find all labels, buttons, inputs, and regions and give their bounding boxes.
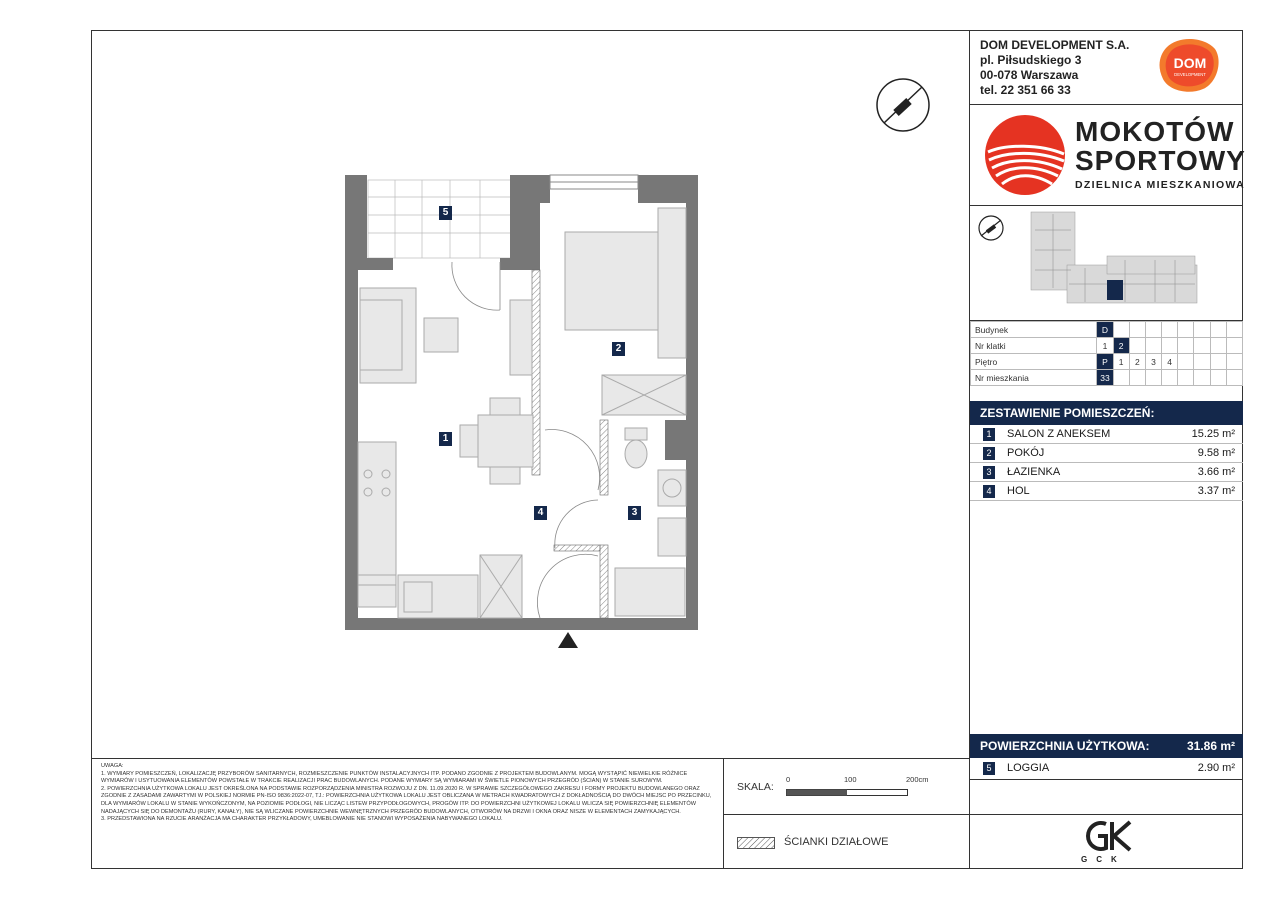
- info-cell: [1194, 354, 1210, 370]
- room-row: [970, 463, 1243, 482]
- info-cell: [1226, 354, 1242, 370]
- room-num: 1: [983, 428, 995, 441]
- company-address-city: 00-078 Warszawa: [980, 68, 1079, 82]
- info-cell: [1226, 338, 1242, 354]
- info-cell: [1129, 338, 1145, 354]
- info-cell: [1178, 354, 1194, 370]
- gck-logo: [1080, 818, 1136, 859]
- info-cell: [1194, 322, 1210, 338]
- brand-line1: MOKOTÓW: [1075, 116, 1235, 147]
- room-row: [970, 425, 1243, 444]
- room-num: 2: [983, 447, 995, 460]
- info-cell: P: [1097, 354, 1113, 370]
- info-row: [971, 338, 1243, 354]
- plan-label-room-3: 3: [628, 506, 641, 520]
- notes-block: [101, 763, 716, 824]
- info-row: [971, 354, 1243, 370]
- info-cell: [1145, 322, 1161, 338]
- dom-logo-subtext: DEVELOPMENT: [1174, 72, 1206, 77]
- dom-logo-text: DOM: [1173, 55, 1207, 71]
- plan-label-room-1: 1: [439, 432, 452, 446]
- room-row: [970, 482, 1243, 501]
- company-phone: tel. 22 351 66 33: [980, 83, 1071, 97]
- info-cell: [1194, 338, 1210, 354]
- room-name: POKÓJ: [1007, 447, 1045, 459]
- notes-title: UWAGA:: [101, 763, 124, 769]
- scale-label: SKALA:: [737, 781, 774, 793]
- scale-bar: [786, 784, 908, 802]
- room-num: 3: [983, 466, 995, 479]
- info-cell: 33: [1097, 370, 1113, 386]
- info-cell: [1145, 338, 1161, 354]
- company-divider: [969, 104, 1243, 105]
- info-cell: [1113, 370, 1129, 386]
- loggia-divider: [969, 779, 1243, 780]
- info-cell: [1210, 370, 1226, 386]
- room-area: 15.25 m²: [1191, 428, 1235, 440]
- info-cell: 1: [1097, 338, 1113, 354]
- mokotow-brand: [1075, 117, 1246, 191]
- info-row-label: Budynek: [971, 322, 1097, 338]
- info-cell: [1162, 322, 1178, 338]
- info-cell: [1210, 338, 1226, 354]
- room-num: 4: [983, 485, 995, 498]
- gck-divider: [969, 814, 1243, 815]
- scale-tick-0: 0: [786, 775, 791, 784]
- plan-label-room-5: 5: [439, 206, 452, 220]
- loggia-area: 2.90 m²: [1197, 762, 1235, 774]
- room-name: ŁAZIENKA: [1007, 466, 1061, 478]
- info-cell: [1178, 338, 1194, 354]
- note-1: 1. WYMIARY POMIESZCZEŃ, LOKALIZACJĘ PRZYBORÓW SANITARNYCH, ROZMIESZCZENIE PUNKTÓW INSTALACYJNYCH ITP. PODANO ZGODNIE Z PROJEKTEM BUDOWLANYM. MOGĄ WYSTĄPIĆ NIEWIELKIE RÓŻNICE WYMIARÓW I USYTUOWANIA ELEMENTÓW POWSTAŁE W TRAKCIE REALIZACJI PRAC BUDOWLANYCH. PODANE WYMIARY SĄ WYMIARAMI W ŚWIETLE PIONOWYCH PRZEGRÓD (ŚCIAN) W STANIE SUROWYM.: [101, 770, 688, 785]
- info-cell: [1210, 322, 1226, 338]
- info-cell: [1226, 370, 1242, 386]
- loggia-num: 5: [983, 762, 995, 775]
- legend-label: ŚCIANKI DZIAŁOWE: [784, 836, 889, 848]
- info-cell: 4: [1162, 354, 1178, 370]
- floor-plan: [340, 170, 710, 665]
- info-row-label: Nr klatki: [971, 338, 1097, 354]
- company-address-street: pl. Piłsudskiego 3: [980, 53, 1082, 67]
- info-cell: 1: [1113, 354, 1129, 370]
- total-area-bar: [970, 734, 1243, 758]
- info-cell: [1226, 322, 1242, 338]
- scale-tick-200: 200cm: [906, 775, 929, 784]
- brand-line2: SPORTOWY: [1075, 145, 1246, 176]
- brand-line3: DZIELNICA MIESZKANIOWA: [1075, 179, 1245, 191]
- info-row-label: Nr mieszkania: [971, 370, 1097, 386]
- info-cell: [1194, 370, 1210, 386]
- keyplan-compass-icon: [979, 216, 1003, 240]
- scale-legend-divider: [723, 814, 969, 815]
- info-cell: [1129, 322, 1145, 338]
- gck-subtitle: GCK: [1081, 855, 1126, 864]
- info-cell: [1113, 322, 1129, 338]
- north-compass-icon: [874, 76, 932, 139]
- note-2: 2. POWIERZCHNIA UŻYTKOWA LOKALU JEST OKREŚLONA NA PODSTAWIE ROZPORZĄDZENIA MINISTRA ROZWOJU Z DN. 11.09.2020 R. W SPRAWIE SZCZEGÓŁOWEGO ZAKRESU I FORMY PROJEKTU BUDOWLANEGO ORAZ ZGODNIE Z ZASADAMI ZAWARTYMI W POLSKIEJ NORMIE PN-ISO 9836:2022-07, TJ.: POWIERZCHNIA UŻYTKOWA LOKALU JEST OBLICZANA W METRACH KWADRATOWYCH Z DOKŁADNOŚCIĄ DO DWÓCH MIEJSC PO PRZECINKU, DLA WYMIARÓW LOKALU W STANIE WYKOŃCZONYM, NA POZIOMIE PODŁOGI, NIE LICZĄC LISTEW PRZYPODŁOGOWYCH, PROGÓW ITP. DO POWIERZCHNI UŻYTKOWEJ LOKALU WLICZA SIĘ POWIERZCHNIĘ ELEMENTÓW NADAJĄCYCH SIĘ DO DEMONTAŻU (RURY, KANAŁY), NIE SĄ WLICZANE POWIERZCHNIE WEWNĘTRZNYCH PRZEGRÓD BUDOWLANYCH, OTWORÓW NA DRZWI I OKNA ORAZ NISZE W ELEMENTACH ZAMYKAJĄCYCH.: [101, 785, 712, 815]
- total-area-label: POWIERZCHNIA UŻYTKOWA:: [980, 739, 1150, 753]
- company-info: [980, 38, 1129, 98]
- summary-heading: ZESTAWIENIE POMIESZCZEŃ:: [970, 401, 1243, 425]
- room-row: [970, 444, 1243, 463]
- partition-wall-swatch: [737, 836, 775, 854]
- info-cell: [1178, 370, 1194, 386]
- info-row-label: Piętro: [971, 354, 1097, 370]
- info-row: [971, 370, 1243, 386]
- info-cell: [1145, 370, 1161, 386]
- plan-label-room-4: 4: [534, 506, 547, 520]
- plan-label-room-2: 2: [612, 342, 625, 356]
- keyplan-highlighted-unit: [1107, 280, 1123, 300]
- total-area-value: 31.86 m²: [1186, 739, 1235, 753]
- loggia-row: [970, 759, 1243, 778]
- note-3: 3. PRZEDSTAWIONA NA RZUCIE ARANŻACJA MA CHARAKTER PRZYKŁADOWY, UMEBLOWANIE NIE STANOWI WYPOSAŻENIA NABYWANEGO LOKALU.: [101, 816, 503, 823]
- brand-divider: [969, 205, 1243, 206]
- entrance-marker-icon: [558, 632, 578, 648]
- info-cell: 2: [1129, 354, 1145, 370]
- info-cell: 2: [1113, 338, 1129, 354]
- key-plan: [975, 210, 1235, 315]
- room-area: 3.66 m²: [1197, 466, 1235, 478]
- room-area: 9.58 m²: [1197, 447, 1235, 459]
- info-cell: [1210, 354, 1226, 370]
- info-row: [971, 322, 1243, 338]
- mokotow-logo-mark: [984, 114, 1066, 201]
- info-cell: [1162, 370, 1178, 386]
- info-cell: 3: [1145, 354, 1161, 370]
- unit-info-table: [970, 321, 1243, 386]
- room-name: SALON Z ANEKSEM: [1007, 428, 1111, 440]
- room-name: HOL: [1007, 485, 1030, 497]
- dom-development-logo: [1159, 37, 1221, 93]
- info-cell: [1162, 338, 1178, 354]
- room-area: 3.37 m²: [1197, 485, 1235, 497]
- company-name: DOM DEVELOPMENT S.A.: [980, 38, 1130, 52]
- info-cell: [1178, 322, 1194, 338]
- info-cell: D: [1097, 322, 1113, 338]
- loggia-name: LOGGIA: [1007, 762, 1050, 774]
- footer-divider: [91, 758, 970, 759]
- info-cell: [1129, 370, 1145, 386]
- scale-tick-100: 100: [844, 775, 857, 784]
